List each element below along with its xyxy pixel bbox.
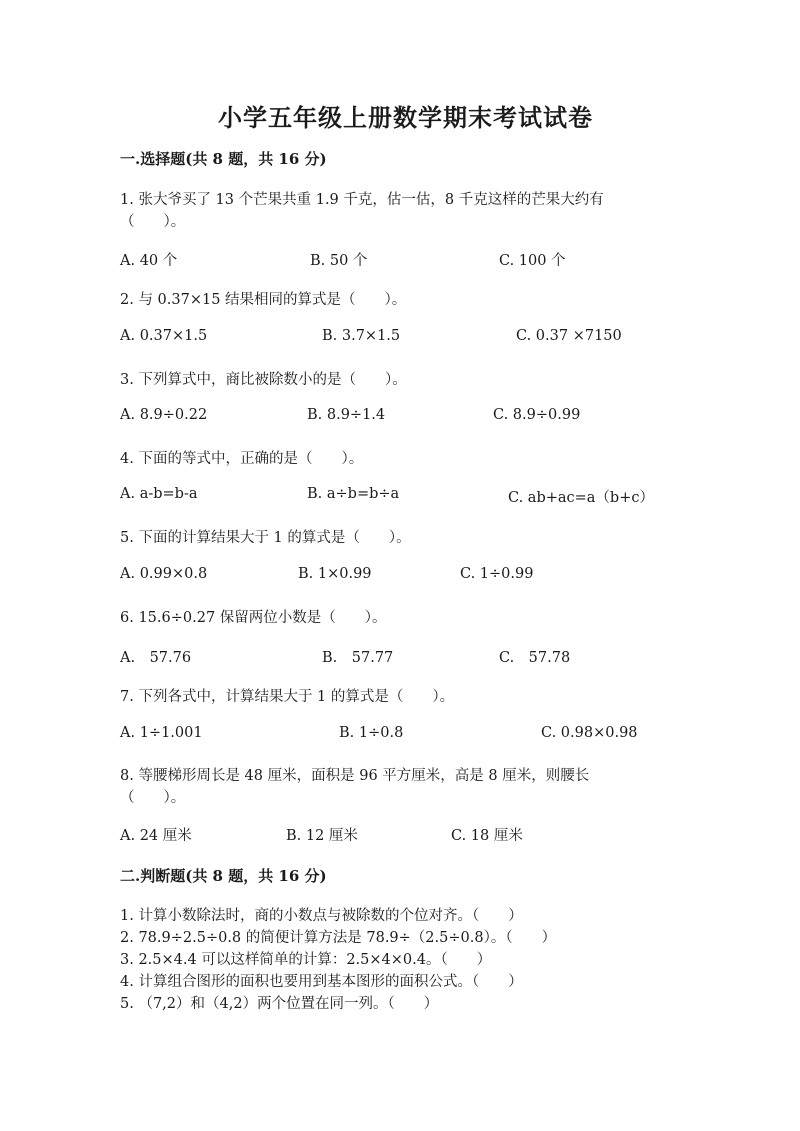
question-4-option-b: B. a÷b=b÷a (307, 486, 400, 502)
question-6-option-a: A. 57.76 (120, 650, 192, 666)
section-heading-choice: 一.选择题(共 8 题，共 16 分) (120, 150, 327, 168)
question-7-option-c: C. 0.98×0.98 (541, 725, 638, 741)
question-6-option-c: C. 57.78 (499, 650, 571, 666)
question-4-option-c: C. ab+ac=a（b+c） (508, 490, 654, 506)
question-3-text: 3. 下列算式中，商比被除数小的是（ ）。 (120, 372, 407, 388)
question-8-option-c: C. 18 厘米 (451, 828, 523, 844)
question-5-option-c: C. 1÷0.99 (460, 566, 534, 582)
question-8-option-a: A. 24 厘米 (120, 828, 192, 844)
true-false-item-2: 2. 78.9÷2.5÷0.8 的简便计算方法是 78.9÷（2.5÷0.8）。（ ） (120, 930, 557, 946)
true-false-item-4: 4. 计算组合图形的面积也要用到基本图形的面积公式。（ ） (120, 974, 523, 990)
question-3-option-c: C. 8.9÷0.99 (493, 407, 581, 423)
question-1-blank: （ ）。 (120, 214, 186, 230)
question-7-option-a: A. 1÷1.001 (120, 725, 203, 741)
question-7-option-b: B. 1÷0.8 (339, 725, 404, 741)
question-1-text: 1. 张大爷买了 13 个芒果共重 1.9 千克，估一估，8 千克这样的芒果大约有 (120, 192, 604, 208)
question-8-text: 8. 等腰梯形周长是 48 厘米，面积是 96 平方厘米，高是 8 厘米，则腰长 (120, 768, 590, 784)
question-4-option-a: A. a-b=b-a (120, 486, 198, 502)
question-8-blank: （ ）。 (120, 790, 186, 806)
question-6-option-b: B. 57.77 (322, 650, 394, 666)
section-heading-true-false: 二.判断题(共 8 题，共 16 分) (120, 867, 327, 885)
page-title: 小学五年级上册数学期末考试试卷 (218, 103, 593, 132)
question-4-text: 4. 下面的等式中，正确的是（ ）。 (120, 451, 364, 467)
question-5-text: 5. 下面的计算结果大于 1 的算式是（ ）。 (120, 530, 411, 546)
question-2-option-a: A. 0.37×1.5 (120, 328, 208, 344)
question-1-option-c: C. 100 个 (499, 253, 566, 269)
true-false-item-3: 3. 2.5×4.4 可以这样简单的计算：2.5×4×0.4。（ ） (120, 952, 492, 968)
question-5-option-a: A. 0.99×0.8 (120, 566, 208, 582)
question-1-option-b: B. 50 个 (310, 253, 368, 269)
question-2-option-b: B. 3.7×1.5 (322, 328, 401, 344)
question-7-text: 7. 下列各式中，计算结果大于 1 的算式是（ ）。 (120, 689, 455, 705)
question-5-option-b: B. 1×0.99 (298, 566, 372, 582)
question-8-option-b: B. 12 厘米 (286, 828, 358, 844)
question-2-option-c: C. 0.37 ×7150 (516, 328, 622, 344)
question-2-text: 2. 与 0.37×15 结果相同的算式是（ ）。 (120, 292, 407, 308)
question-6-text: 6. 15.6÷0.27 保留两位小数是（ ）。 (120, 610, 387, 626)
question-3-option-a: A. 8.9÷0.22 (120, 407, 208, 423)
question-1-option-a: A. 40 个 (120, 253, 178, 269)
true-false-item-5: 5. （7,2）和（4,2）两个位置在同一列。（ ） (120, 996, 439, 1012)
true-false-item-1: 1. 计算小数除法时，商的小数点与被除数的个位对齐。（ ） (120, 908, 523, 924)
question-3-option-b: B. 8.9÷1.4 (307, 407, 386, 423)
